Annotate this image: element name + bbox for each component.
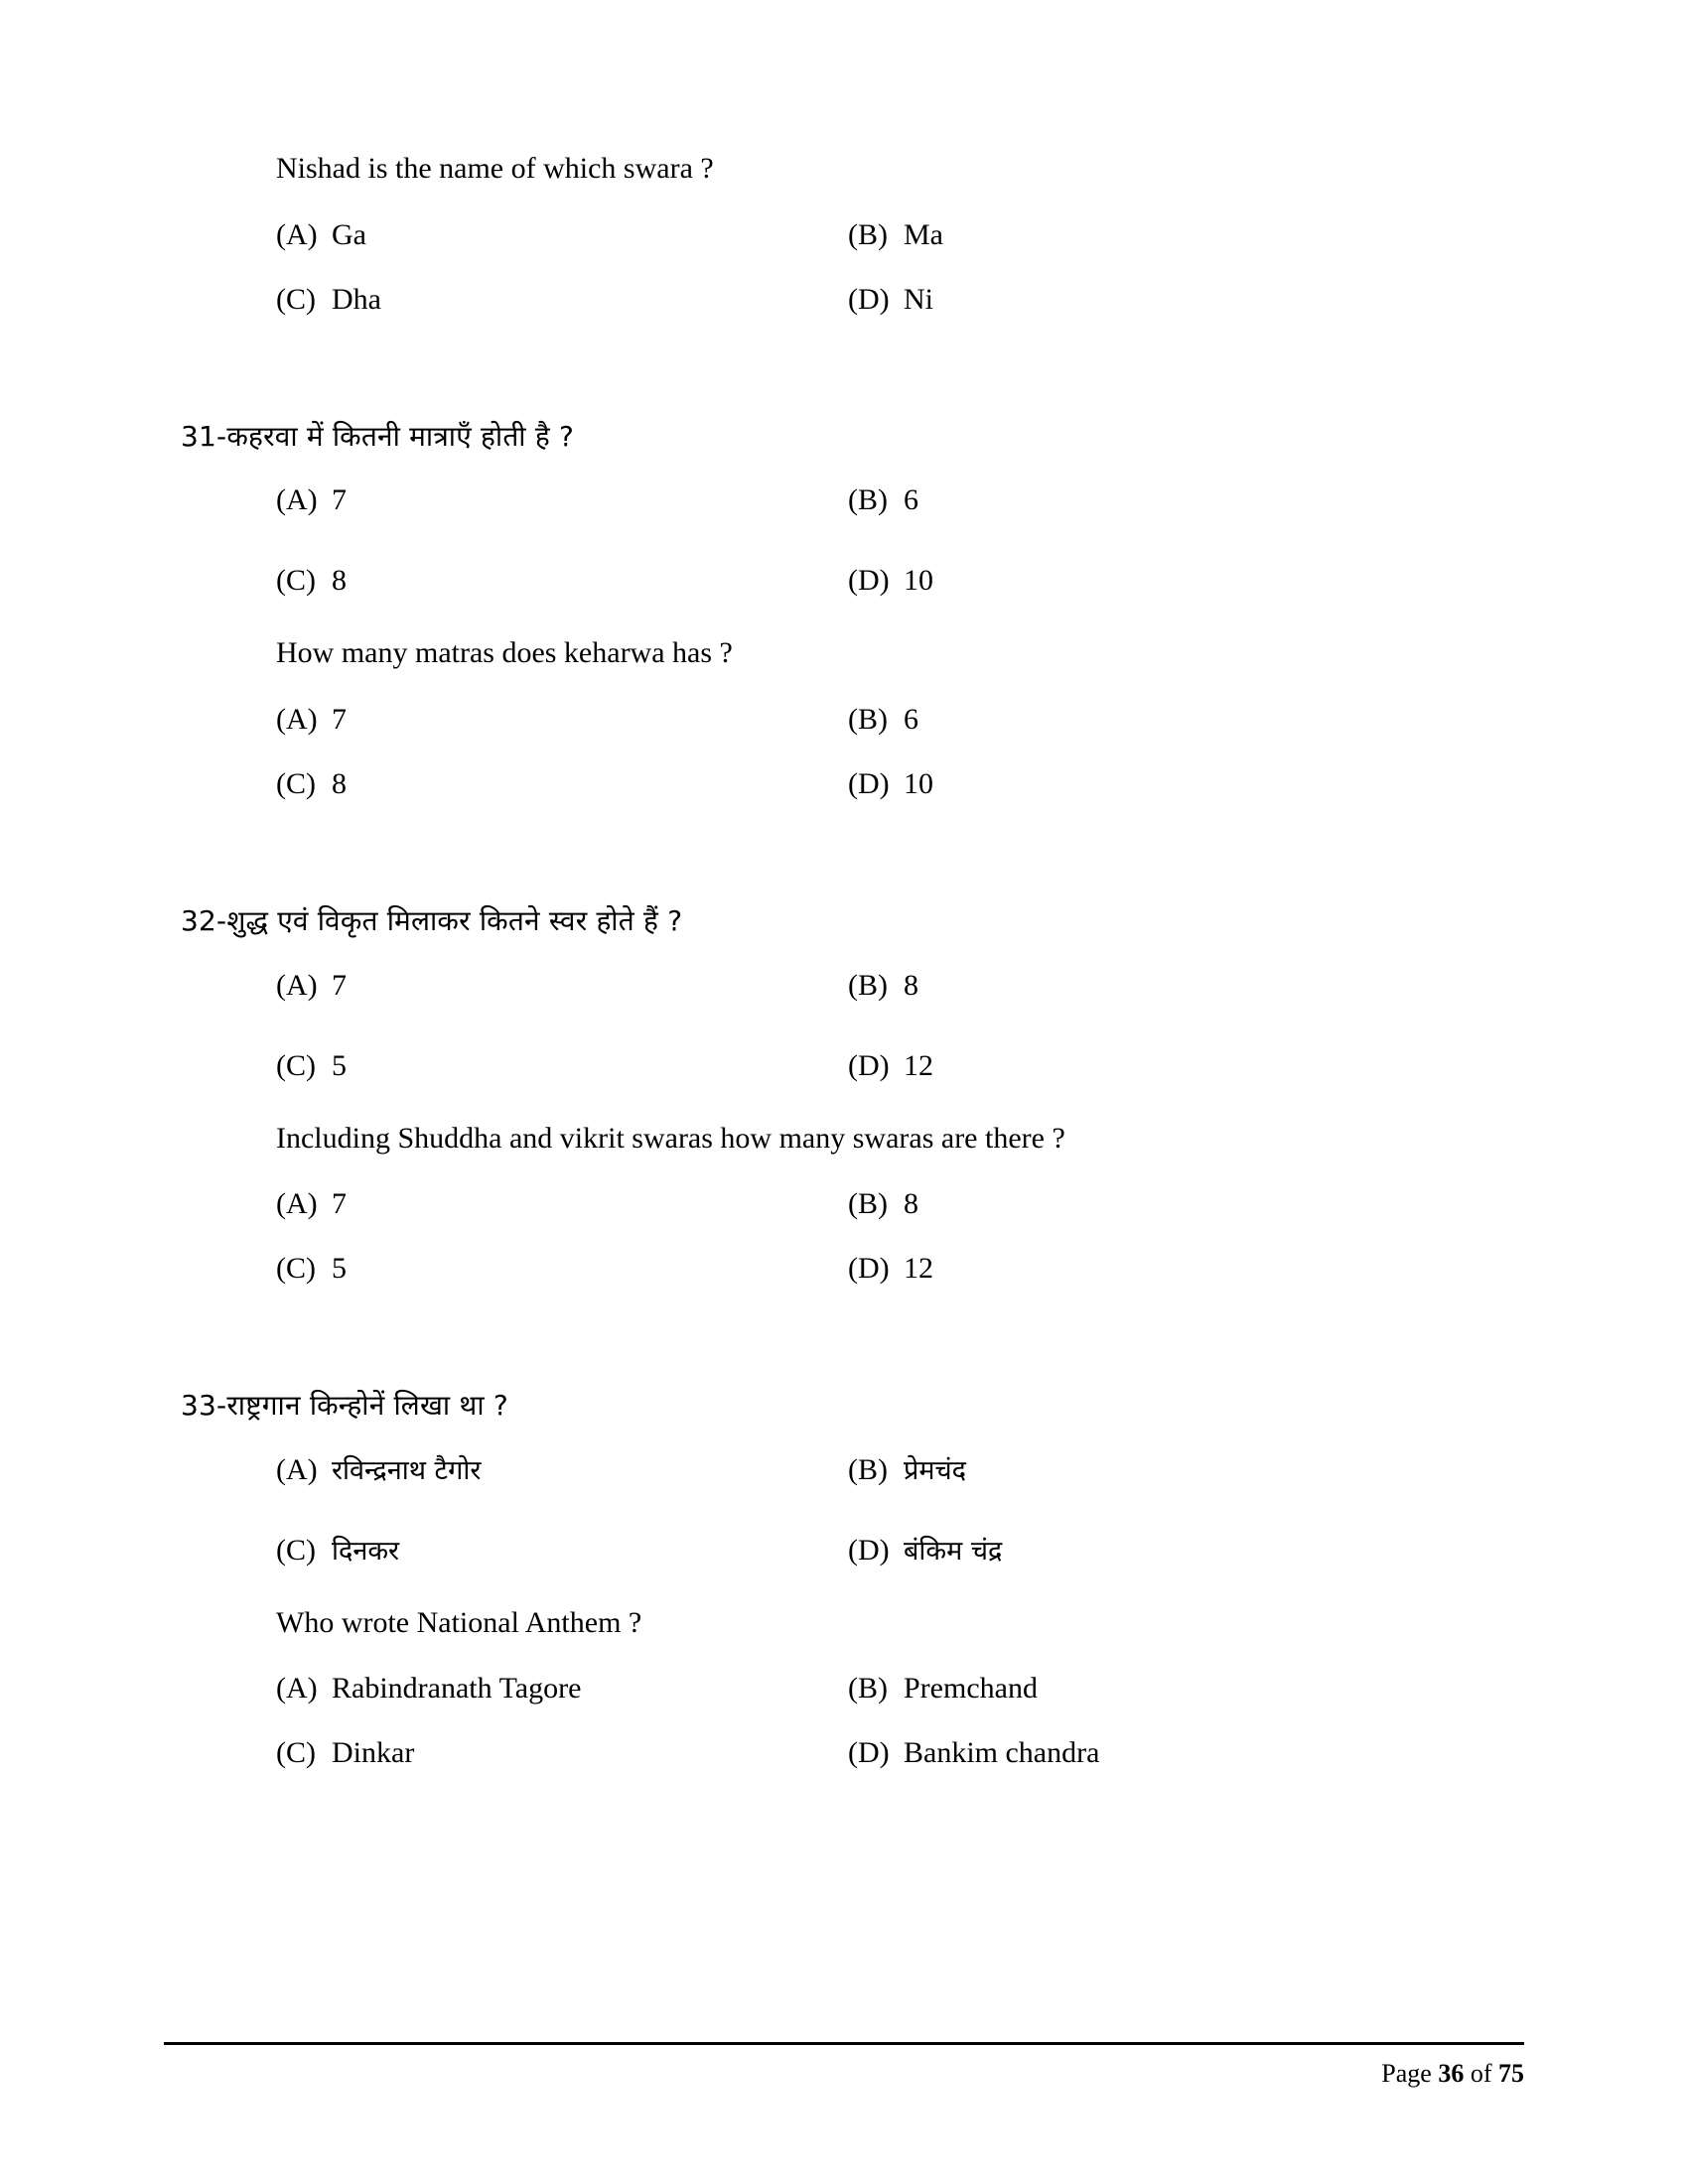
- spacer: [248, 1570, 1420, 1603]
- option-row: [276, 764, 1420, 803]
- option-row: [276, 1249, 1420, 1288]
- option-value: 8: [904, 1187, 918, 1221]
- option-label: (D): [848, 564, 890, 598]
- option-row: [276, 700, 1420, 739]
- option-b[interactable]: [848, 1669, 1420, 1707]
- options-english: [276, 215, 1420, 319]
- option-row: [276, 1669, 1420, 1707]
- option-value: 10: [904, 766, 933, 800]
- option-d[interactable]: [848, 561, 1420, 600]
- question-text-hindi: 32-शुद्ध एवं विकृत मिलाकर कितने स्वर होते हैं ?: [181, 903, 683, 937]
- spacer: [276, 1030, 1420, 1046]
- option-value: Rabindranath Tagore: [332, 1672, 582, 1706]
- options-hindi: [276, 966, 1420, 1085]
- option-label: (D): [848, 1736, 890, 1770]
- option-a[interactable]: [276, 1184, 848, 1223]
- question-block-33: [181, 1387, 1420, 1772]
- option-a[interactable]: [276, 966, 848, 1005]
- spacer: [248, 372, 1420, 418]
- option-value: Dha: [332, 282, 381, 316]
- spacer: [248, 600, 1420, 633]
- option-b[interactable]: [848, 215, 1420, 254]
- option-label: (C): [276, 1533, 316, 1567]
- option-label: (B): [848, 483, 888, 517]
- option-value: 5: [332, 1048, 347, 1082]
- option-row: [276, 480, 1420, 519]
- option-d[interactable]: [848, 1046, 1420, 1085]
- option-row: [276, 1184, 1420, 1223]
- option-label: (A): [276, 217, 318, 251]
- option-b[interactable]: [848, 480, 1420, 519]
- spacer: [248, 1085, 1420, 1119]
- option-value: रविन्द्रनाथ टैगोर: [332, 1454, 482, 1486]
- option-label: (B): [848, 702, 888, 736]
- question-block-31: [181, 418, 1420, 803]
- option-label: (C): [276, 1048, 316, 1082]
- options-hindi: [276, 1450, 1420, 1570]
- option-value: 8: [332, 564, 347, 598]
- option-label: (C): [276, 766, 316, 800]
- option-c[interactable]: [276, 1249, 848, 1288]
- option-c[interactable]: [276, 561, 848, 600]
- option-value: 8: [904, 968, 918, 1002]
- option-label: (D): [848, 1252, 890, 1286]
- option-a[interactable]: [276, 1450, 848, 1489]
- option-row: [276, 280, 1420, 319]
- option-row: [276, 215, 1420, 254]
- question-text-english: Including Shuddha and vikrit swaras how many swaras are there ?: [276, 1121, 1065, 1155]
- option-label: (D): [848, 282, 890, 316]
- option-c[interactable]: [276, 1046, 848, 1085]
- option-label: (B): [848, 1672, 888, 1706]
- option-b[interactable]: [848, 966, 1420, 1005]
- question-text-hindi: 31-कहरवा में कितनी मात्राएँ होती है ?: [181, 419, 575, 453]
- option-label: (C): [276, 564, 316, 598]
- option-row: [276, 1531, 1420, 1570]
- option-label: (B): [848, 1187, 888, 1221]
- option-row: [276, 1733, 1420, 1772]
- option-b[interactable]: [848, 700, 1420, 739]
- option-label: (A): [276, 1452, 318, 1486]
- question-text-english: Who wrote National Anthem ?: [276, 1605, 642, 1639]
- option-label: (C): [276, 1252, 316, 1286]
- option-d[interactable]: [848, 1249, 1420, 1288]
- option-c[interactable]: [276, 1531, 848, 1570]
- option-label: (C): [276, 1736, 316, 1770]
- options-english: [276, 700, 1420, 803]
- footer-page-word: Page: [1381, 2059, 1432, 2088]
- option-row: [276, 1450, 1420, 1489]
- option-a[interactable]: [276, 1669, 848, 1707]
- footer-of-word: of: [1470, 2059, 1492, 2088]
- option-a[interactable]: [276, 480, 848, 519]
- question-block-30-tail: [248, 149, 1420, 319]
- option-label: (B): [848, 968, 888, 1002]
- footer-page-number: 36: [1438, 2059, 1465, 2088]
- option-d[interactable]: [848, 1531, 1420, 1570]
- option-label: (A): [276, 702, 318, 736]
- option-value: Ga: [332, 217, 366, 251]
- option-c[interactable]: [276, 280, 848, 319]
- option-value: 6: [904, 702, 918, 736]
- option-label: (A): [276, 968, 318, 1002]
- option-value: 12: [904, 1252, 933, 1286]
- option-value: 7: [332, 483, 347, 517]
- option-value: बंकिम चंद्र: [904, 1535, 1003, 1567]
- option-value: 5: [332, 1252, 347, 1286]
- option-label: (A): [276, 483, 318, 517]
- spacer: [276, 1515, 1420, 1531]
- question-block-32: [181, 902, 1420, 1288]
- option-row: [276, 561, 1420, 600]
- option-d[interactable]: [848, 1733, 1420, 1772]
- page-number-text: [164, 2045, 1524, 2089]
- option-value: दिनकर: [332, 1535, 400, 1567]
- question-list: [181, 149, 1420, 1772]
- options-english: [276, 1669, 1420, 1772]
- option-label: (D): [848, 1533, 890, 1567]
- question-text-english: How many matras does keharwa has ?: [276, 636, 733, 670]
- options-english: [276, 1184, 1420, 1288]
- option-value: Dinkar: [332, 1736, 415, 1770]
- option-row: [276, 966, 1420, 1005]
- spacer: [248, 1341, 1420, 1387]
- option-value: प्रेमचंद: [904, 1454, 966, 1486]
- option-value: 6: [904, 483, 918, 517]
- footer-page-total: 75: [1498, 2059, 1524, 2088]
- option-value: 10: [904, 564, 933, 598]
- option-value: 7: [332, 702, 347, 736]
- option-label: (A): [276, 1672, 318, 1706]
- option-a[interactable]: [276, 215, 848, 254]
- page-footer: [164, 2042, 1524, 2089]
- option-label: (B): [848, 1452, 888, 1486]
- option-label: (D): [848, 1048, 890, 1082]
- option-label: (B): [848, 217, 888, 251]
- option-label: (C): [276, 282, 316, 316]
- option-value: 7: [332, 1187, 347, 1221]
- option-a[interactable]: [276, 700, 848, 739]
- option-value: Ma: [904, 217, 943, 251]
- option-d[interactable]: [848, 280, 1420, 319]
- option-b[interactable]: [848, 1184, 1420, 1223]
- option-value: 8: [332, 766, 347, 800]
- option-value: Bankim chandra: [904, 1736, 1100, 1770]
- option-value: 7: [332, 968, 347, 1002]
- spacer: [248, 857, 1420, 902]
- option-value: 12: [904, 1048, 933, 1082]
- option-value: Ni: [904, 282, 933, 316]
- option-c[interactable]: [276, 1733, 848, 1772]
- option-d[interactable]: [848, 764, 1420, 803]
- option-label: (D): [848, 766, 890, 800]
- options-hindi: [276, 480, 1420, 600]
- option-value: Premchand: [904, 1672, 1038, 1706]
- spacer: [276, 545, 1420, 561]
- option-b[interactable]: [848, 1450, 1420, 1489]
- option-row: [276, 1046, 1420, 1085]
- option-label: (A): [276, 1187, 318, 1221]
- option-c[interactable]: [276, 764, 848, 803]
- question-text-hindi: 33-राष्ट्रगान किन्होनें लिखा था ?: [181, 1389, 508, 1423]
- question-text-english: Nishad is the name of which swara ?: [276, 152, 714, 185]
